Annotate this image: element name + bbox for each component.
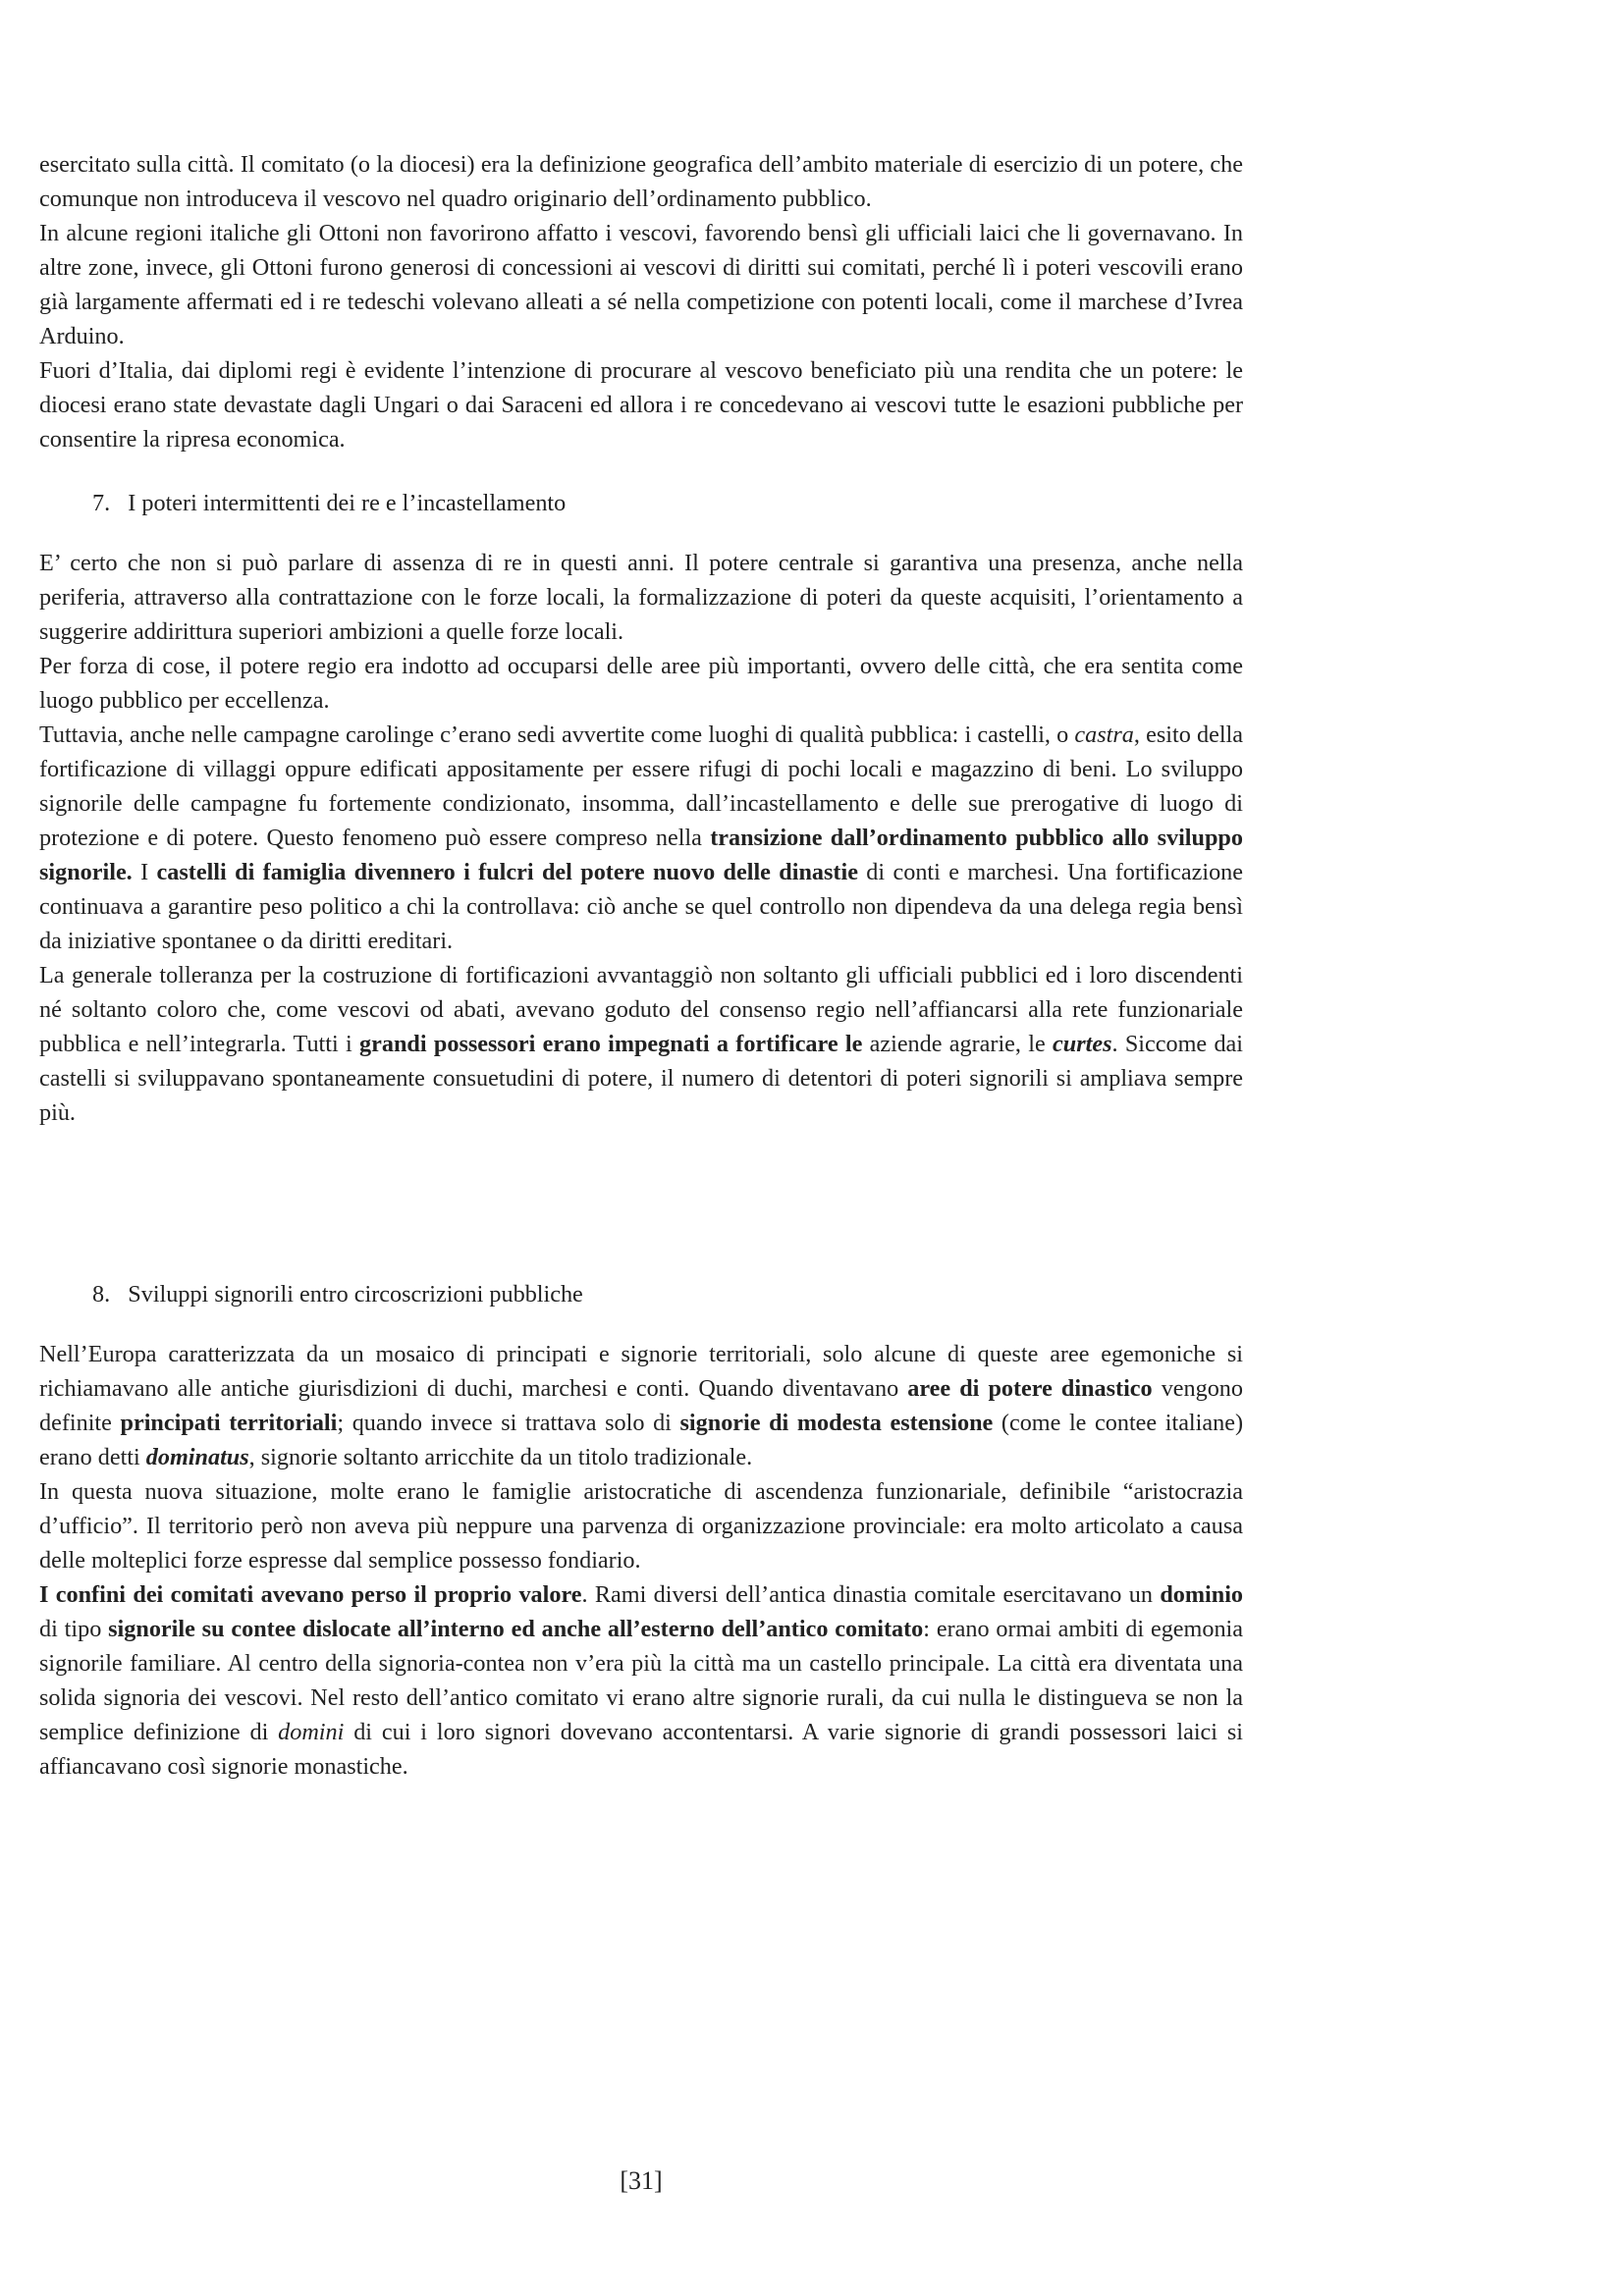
- spacer: [39, 520, 1243, 546]
- text-run: aziende agrarie, le: [862, 1031, 1054, 1057]
- emphasis-text: I confini dei comitati avevano perso il proprio valore: [39, 1581, 582, 1608]
- emphasis-text: transizione dall’ordinamento pubblico allo sviluppo signorile.: [39, 825, 1243, 885]
- emphasis-text: domini: [278, 1719, 345, 1745]
- page-number: [31]: [620, 2166, 663, 2195]
- text-run: Tuttavia, anche nelle campagne carolinge c’erano sedi avvertite come luoghi di qualità pubblica: i castelli, o: [39, 721, 1075, 748]
- text-run: Per forza di cose, il potere regio era indotto ad occuparsi delle aree più importanti, ovvero delle città, che era sentita come luogo pubblico per eccellenza.: [39, 653, 1243, 714]
- text-run: In alcune regioni italiche gli Ottoni non favorirono affatto i vescovi, favorendo bensì gli ufficiali laici che li governavano. In altre zone, invece, gli Ottoni furono generosi di concessioni ai vescovi di diritti sui comitati, perché lì i poteri vescovili erano già largamente affermati ed i re tedeschi volevano alleati a sé nella competizione con potenti locali, come il marchese d’Ivrea Arduino.: [39, 220, 1243, 349]
- document-body: [39, 147, 1243, 1784]
- text-run: In questa nuova situazione, molte erano le famiglie aristocratiche di ascendenza funzionariale, definibile “aristocrazia d’ufficio”. Il territorio però non aveva più neppure una parvenza di organizzazione provinciale: era molto articolato a causa delle molteplici forze espresse dal semplice possesso fondiario.: [39, 1478, 1243, 1574]
- section-8-heading: [39, 1277, 1243, 1311]
- emphasis-text: grandi possessori erano impegnati a fortificare le: [359, 1031, 863, 1057]
- paragraph-10: [39, 1577, 1243, 1784]
- text-run: . Siccome dai castelli si sviluppavano spontaneamente consuetudini di potere, il numero di detentori di poteri signorili si ampliava sempre più.: [39, 1031, 1243, 1126]
- text-run: , esito della fortificazione di villaggi oppure edificati appositamente per essere rifugi di pochi locali e magazzino di beni. Lo sviluppo signorile delle campagne fu fortemente condizionato, insomma, dall’incastellamento e delle sue prerogative di luogo di protezione e di potere. Questo fenomeno può essere compreso nella: [39, 721, 1243, 851]
- text-run: Nell’Europa caratterizzata da un mosaico di principati e signorie territoriali, solo alcune di queste aree egemoniche si richiamavano alle antiche giurisdizioni di duchi, marchesi e conti. Quando diventavano: [39, 1341, 1243, 1402]
- text-run: 8. Sviluppi signorili entro circoscrizioni pubbliche: [92, 1281, 583, 1308]
- text-run: 7. I poteri intermittenti dei re e l’incastellamento: [92, 490, 567, 516]
- paragraph-1: [39, 147, 1243, 216]
- emphasis-text: castelli di famiglia divennero i fulcri del potere nuovo delle dinastie: [156, 859, 858, 885]
- text-run: di tipo: [39, 1616, 109, 1642]
- paragraph-6: [39, 718, 1243, 958]
- paragraph-9: [39, 1474, 1243, 1577]
- emphasis-text: curtes: [1053, 1031, 1112, 1057]
- text-run: La generale tolleranza per la costruzione di fortificazioni avvantaggiò non soltanto gli ufficiali pubblici ed i loro discendenti né soltanto coloro che, come vescovi od abati, avevano goduto del consenso regio nell’affiancarsi alla rete funzionariale pubblica e nell’integrarla. Tutti i: [39, 962, 1243, 1057]
- paragraph-4: [39, 546, 1243, 649]
- paragraph-5: [39, 649, 1243, 718]
- text-run: Fuori d’Italia, dai diplomi regi è evidente l’intenzione di procurare al vescovo beneficiato più una rendita che un potere: le diocesi erano state devastate dagli Ungari o dai Saraceni ed allora i re concedevano ai vescovi tutte le esazioni pubbliche per consentire la ripresa economica.: [39, 357, 1243, 453]
- text-run: ; quando invece si trattava solo di: [337, 1410, 680, 1436]
- spacer: [39, 1130, 1243, 1277]
- emphasis-text: dominatus: [145, 1444, 249, 1470]
- emphasis-text: signorile su contee dislocate all’interno ed anche all’esterno dell’antico comitato: [108, 1616, 924, 1642]
- text-run: , signorie soltanto arricchite da un titolo tradizionale.: [248, 1444, 753, 1470]
- text-run: (come le contee italiane) erano detti: [39, 1410, 1243, 1470]
- paragraph-8: [39, 1337, 1243, 1474]
- spacer: [39, 456, 1243, 486]
- emphasis-text: dominio: [1160, 1581, 1244, 1608]
- text-run: . Rami diversi dell’antica dinastia comitale esercitavano un: [581, 1581, 1161, 1608]
- text-run: : erano ormai ambiti di egemonia signorile familiare. Al centro della signoria-contea non v’era più la città ma un castello principale. La città era diventata una solida signoria dei vescovi. Nel resto dell’antico comitato vi erano altre signorie rurali, da cui nulla le distingueva se non la semplice definizione di: [39, 1616, 1243, 1745]
- paragraph-2: [39, 216, 1243, 353]
- paragraph-3: [39, 353, 1243, 456]
- text-run: vengono definite: [39, 1375, 1243, 1436]
- text-run: esercitato sulla città. Il comitato (o la diocesi) era la definizione geografica dell’ambito materiale di esercizio di un potere, che comunque non introduceva il vescovo nel quadro originario dell’ordinamento pubblico.: [39, 151, 1243, 212]
- emphasis-text: aree di potere dinastico: [907, 1375, 1153, 1402]
- paragraph-7: [39, 958, 1243, 1130]
- text-run: di cui i loro signori dovevano accontentarsi. A varie signorie di grandi possessori laici si affiancavano così signorie monastiche.: [39, 1719, 1243, 1780]
- emphasis-text: castra: [1074, 721, 1134, 748]
- emphasis-text: signorie di modesta estensione: [679, 1410, 994, 1436]
- emphasis-text: principati territoriali: [120, 1410, 338, 1436]
- spacer: [39, 1311, 1243, 1337]
- text-run: E’ certo che non si può parlare di assenza di re in questi anni. Il potere centrale si garantiva una presenza, anche nella periferia, attraverso alla contrattazione con le forze locali, la formalizzazione di poteri da queste acquisiti, l’orientamento a suggerire addirittura superiori ambizioni a quelle forze locali.: [39, 550, 1243, 645]
- text-run: di conti e marchesi. Una fortificazione continuava a garantire peso politico a chi la controllava: ciò anche se quel controllo non dipendeva da una delega regia bensì da iniziative spontanee o da diritti ereditari.: [39, 859, 1244, 954]
- section-7-heading: [39, 486, 1243, 520]
- text-run: I: [132, 859, 157, 885]
